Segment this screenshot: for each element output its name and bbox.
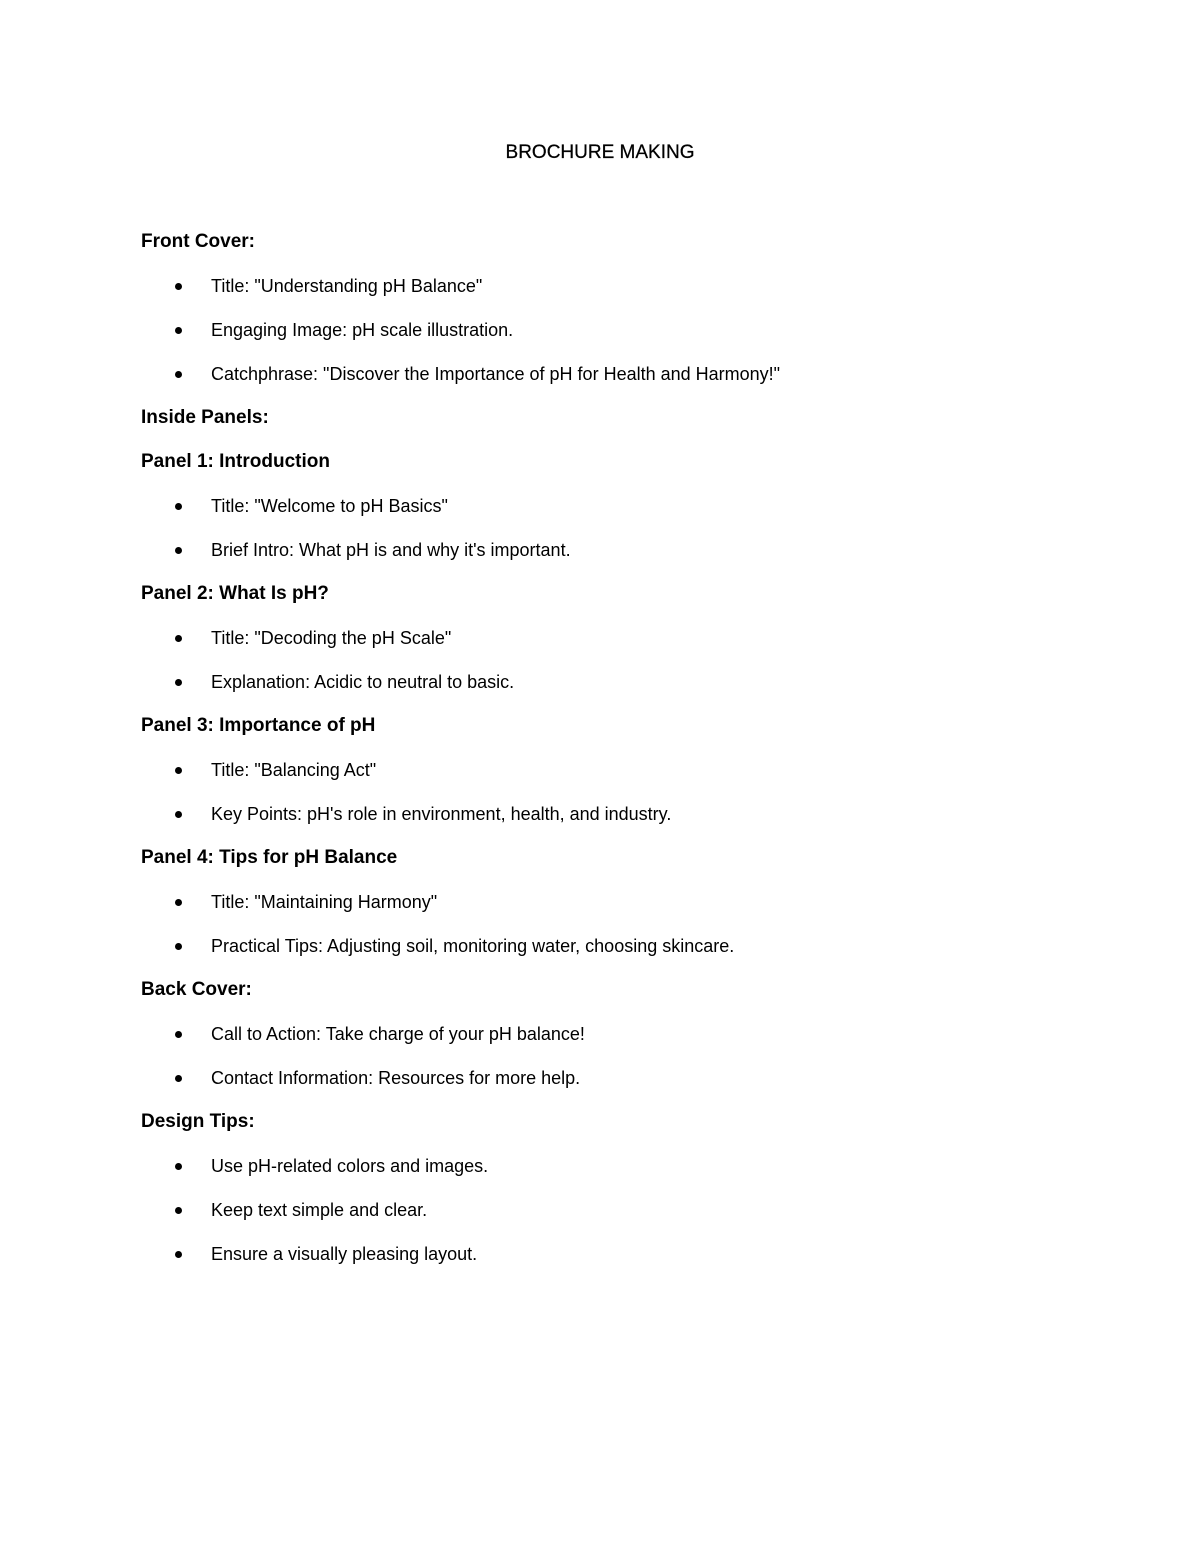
section-heading: Design Tips: bbox=[141, 1111, 255, 1132]
list-item bbox=[141, 800, 1101, 844]
bullet-icon bbox=[175, 547, 182, 554]
document-body bbox=[141, 228, 1101, 1284]
list-item-text: Brief Intro: What pH is and why it's important. bbox=[211, 540, 571, 560]
section-heading: Panel 4: Tips for pH Balance bbox=[141, 847, 398, 868]
bullet-list bbox=[141, 272, 1101, 404]
list-item-text: Explanation: Acidic to neutral to basic. bbox=[211, 672, 515, 692]
list-item-text: Title: "Maintaining Harmony" bbox=[211, 892, 438, 912]
section-inside-panels bbox=[141, 404, 1101, 448]
list-item-text: Title: "Balancing Act" bbox=[211, 760, 377, 780]
bullet-icon bbox=[175, 635, 182, 642]
bullet-icon bbox=[175, 1031, 182, 1038]
section-heading: Front Cover: bbox=[141, 231, 255, 252]
section-back-cover bbox=[141, 976, 1101, 1108]
list-item-text: Catchphrase: "Discover the Importance of pH for Health and Harmony!" bbox=[211, 364, 781, 384]
bullet-icon bbox=[175, 503, 182, 510]
list-item bbox=[141, 272, 1101, 316]
section-heading: Back Cover: bbox=[141, 979, 252, 1000]
list-item bbox=[141, 1152, 1101, 1196]
list-item bbox=[141, 1064, 1101, 1108]
section-front-cover bbox=[141, 228, 1101, 404]
bullet-list bbox=[141, 888, 1101, 976]
bullet-icon bbox=[175, 327, 182, 334]
list-item bbox=[141, 1020, 1101, 1064]
list-item bbox=[141, 624, 1101, 668]
list-item bbox=[141, 492, 1101, 536]
list-item bbox=[141, 932, 1101, 976]
bullet-icon bbox=[175, 811, 182, 818]
list-item bbox=[141, 316, 1101, 360]
section-panel-2 bbox=[141, 580, 1101, 712]
bullet-icon bbox=[175, 1251, 182, 1258]
list-item-text: Ensure a visually pleasing layout. bbox=[211, 1244, 478, 1264]
list-item bbox=[141, 1240, 1101, 1284]
list-item bbox=[141, 1196, 1101, 1240]
bullet-icon bbox=[175, 899, 182, 906]
list-item-text: Contact Information: Resources for more help. bbox=[211, 1068, 581, 1088]
section-heading: Panel 3: Importance of pH bbox=[141, 715, 376, 736]
bullet-icon bbox=[175, 1163, 182, 1170]
list-item-text: Title: "Understanding pH Balance" bbox=[211, 276, 483, 296]
list-item-text: Key Points: pH's role in environment, health, and industry. bbox=[211, 804, 672, 824]
list-item bbox=[141, 536, 1101, 580]
bullet-list bbox=[141, 1020, 1101, 1108]
list-item-text: Title: "Welcome to pH Basics" bbox=[211, 496, 448, 516]
list-item-text: Engaging Image: pH scale illustration. bbox=[211, 320, 514, 340]
bullet-list bbox=[141, 492, 1101, 580]
bullet-icon bbox=[175, 1207, 182, 1214]
bullet-list bbox=[141, 624, 1101, 712]
bullet-icon bbox=[175, 943, 182, 950]
bullet-icon bbox=[175, 283, 182, 290]
document-title: BROCHURE MAKING bbox=[505, 142, 695, 163]
bullet-icon bbox=[175, 1075, 182, 1082]
bullet-icon bbox=[175, 371, 182, 378]
bullet-icon bbox=[175, 679, 182, 686]
bullet-icon bbox=[175, 767, 182, 774]
list-item-text: Practical Tips: Adjusting soil, monitoring water, choosing skincare. bbox=[211, 936, 735, 956]
section-panel-1 bbox=[141, 448, 1101, 580]
list-item-text: Call to Action: Take charge of your pH balance! bbox=[211, 1024, 585, 1044]
list-item-text: Use pH-related colors and images. bbox=[211, 1156, 489, 1176]
section-heading: Inside Panels: bbox=[141, 407, 269, 428]
list-item bbox=[141, 888, 1101, 932]
section-panel-3 bbox=[141, 712, 1101, 844]
list-item bbox=[141, 756, 1101, 800]
section-heading: Panel 2: What Is pH? bbox=[141, 583, 329, 604]
section-design-tips bbox=[141, 1108, 1101, 1284]
section-heading: Panel 1: Introduction bbox=[141, 451, 330, 472]
list-item-text: Keep text simple and clear. bbox=[211, 1200, 428, 1220]
list-item-text: Title: "Decoding the pH Scale" bbox=[211, 628, 452, 648]
bullet-list bbox=[141, 756, 1101, 844]
list-item bbox=[141, 360, 1101, 404]
bullet-list bbox=[141, 1152, 1101, 1284]
section-panel-4 bbox=[141, 844, 1101, 976]
list-item bbox=[141, 668, 1101, 712]
